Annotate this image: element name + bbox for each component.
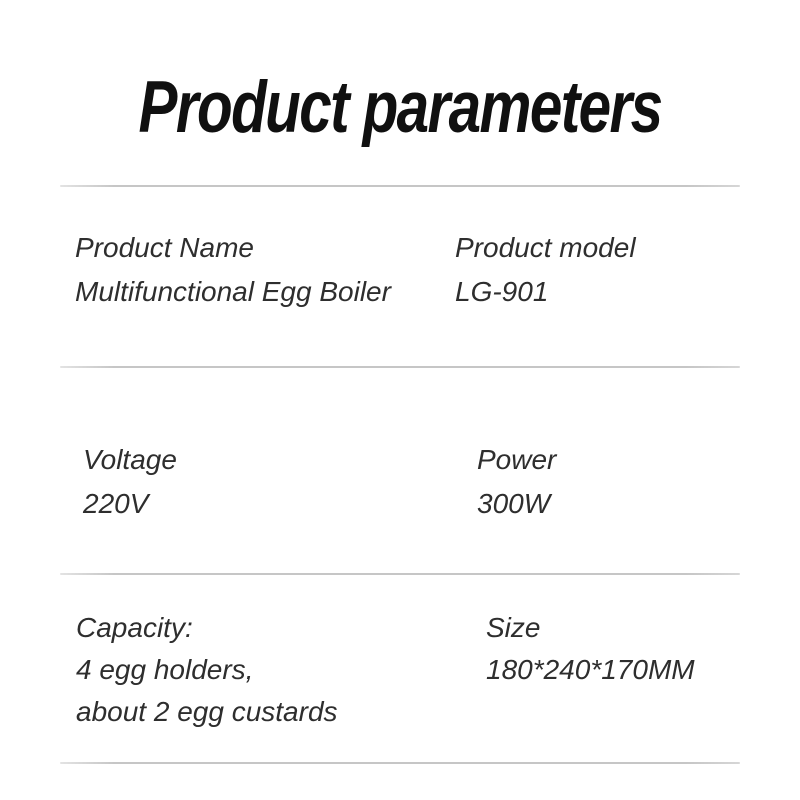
spec-cell-product-model	[455, 226, 636, 314]
spec-label-size: Size	[486, 612, 541, 643]
divider-bottom	[60, 762, 740, 764]
spec-label-product-model: Product model	[455, 232, 636, 263]
spec-label-voltage: Voltage	[83, 444, 177, 475]
spec-value-power: 300W	[477, 488, 551, 519]
spec-cell-product-name	[75, 226, 391, 314]
page-title: Product parameters	[138, 67, 662, 148]
spec-value-voltage: 220V	[83, 488, 149, 519]
spec-label-capacity: Capacity:	[76, 612, 193, 643]
spec-cell-size	[486, 607, 695, 691]
spec-value-capacity-line2: about 2 egg custards	[76, 696, 338, 727]
spec-value-product-name: Multifunctional Egg Boiler	[75, 276, 391, 307]
divider-top	[60, 185, 740, 187]
spec-value-size: 180*240*170MM	[486, 654, 695, 685]
spec-label-power: Power	[477, 444, 557, 475]
divider-after-voltage	[60, 573, 740, 575]
spec-value-capacity-line1: 4 egg holders,	[76, 654, 254, 685]
spec-cell-capacity	[76, 607, 338, 733]
divider-after-name	[60, 366, 740, 368]
spec-label-product-name: Product Name	[75, 232, 254, 263]
spec-value-product-model: LG-901	[455, 276, 549, 307]
spec-cell-voltage	[83, 438, 177, 526]
spec-cell-power	[477, 438, 556, 526]
